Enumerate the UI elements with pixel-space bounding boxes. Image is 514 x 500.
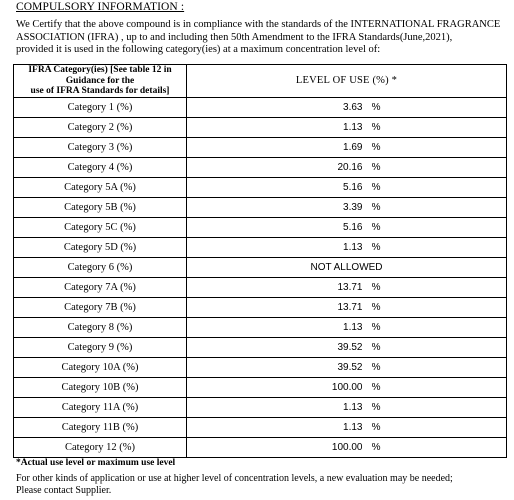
category-header-line: use of IFRA Standards for details] (30, 86, 170, 96)
table-row (14, 437, 507, 457)
level-unit: % (371, 441, 381, 453)
level-cell (187, 157, 507, 177)
level-unit: % (371, 161, 381, 173)
category-cell: Category 10A (%) (14, 357, 187, 377)
level-value: 1.13 (343, 121, 363, 133)
category-header-line: IFRA Category(ies) [See table 12 in Guidance for the (28, 65, 172, 86)
table-row (14, 257, 507, 277)
level-cell (187, 97, 507, 117)
level-value: 1.69 (343, 141, 363, 153)
level-cell (187, 117, 507, 137)
compliance-statement (16, 19, 510, 57)
level-unit: % (371, 241, 381, 253)
category-cell: Category 4 (%) (14, 157, 187, 177)
level-cell (187, 177, 507, 197)
level-value: 1.13 (343, 421, 363, 433)
footnote: *Actual use level or maximum use level (16, 458, 176, 468)
level-value: 39.52 (337, 341, 363, 353)
level-value: 39.52 (337, 361, 363, 373)
footer-line: Please contact Supplier. (16, 484, 112, 496)
table-row (14, 397, 507, 417)
level-unit: % (371, 281, 381, 293)
level-unit: % (371, 381, 381, 393)
table-row (14, 137, 507, 157)
compliance-statement-line: We Certify that the above compound is in compliance with the standards of the INTERNATIONAL FRAGRANCE (16, 19, 501, 30)
level-value: NOT ALLOWED (310, 261, 383, 273)
level-unit: % (371, 101, 381, 113)
level-value: 1.13 (343, 321, 363, 333)
level-cell (187, 437, 507, 457)
category-cell: Category 5D (%) (14, 237, 187, 257)
level-value: 100.00 (331, 381, 363, 393)
footer-note (16, 473, 510, 496)
compliance-statement-line: ASSOCIATION (IFRA) , up to and including then 50th Amendment to the IFRA Standards(June,2021), (16, 31, 453, 43)
level-value: 5.16 (343, 221, 363, 233)
ifra-category-table (13, 64, 507, 458)
table-row (14, 157, 507, 177)
footer-line: For other kinds of application or use at higher level of concentration levels, a new evaluation may be needed; (16, 473, 453, 484)
level-unit: % (371, 181, 381, 193)
table-row (14, 97, 507, 117)
level-unit: % (371, 201, 381, 213)
level-cell (187, 277, 507, 297)
level-cell (187, 357, 507, 377)
level-cell (187, 377, 507, 397)
table-row (14, 357, 507, 377)
category-cell: Category 5C (%) (14, 217, 187, 237)
table-row (14, 417, 507, 437)
level-value: 5.16 (343, 181, 363, 193)
level-value: 3.63 (343, 101, 363, 113)
level-cell (187, 197, 507, 217)
category-cell: Category 9 (%) (14, 337, 187, 357)
level-value: 1.13 (343, 241, 363, 253)
level-cell (187, 417, 507, 437)
category-cell: Category 11A (%) (14, 397, 187, 417)
category-cell: Category 6 (%) (14, 257, 187, 277)
level-unit: % (371, 221, 381, 233)
level-value: 13.71 (337, 301, 363, 313)
section-heading: COMPULSORY INFORMATION : (16, 1, 185, 13)
level-unit: % (371, 141, 381, 153)
category-cell: Category 7A (%) (14, 277, 187, 297)
category-cell: Category 2 (%) (14, 117, 187, 137)
level-unit: % (371, 321, 381, 333)
category-cell: Category 3 (%) (14, 137, 187, 157)
category-cell: Category 10B (%) (14, 377, 187, 397)
level-cell (187, 137, 507, 157)
level-cell (187, 397, 507, 417)
level-cell (187, 257, 507, 277)
table-row (14, 337, 507, 357)
level-unit: % (371, 401, 381, 413)
level-value: 100.00 (331, 441, 363, 453)
compliance-statement-line: provided it is used in the following category(ies) at a maximum concentration level of: (16, 44, 381, 56)
level-unit: % (371, 341, 381, 353)
table-row (14, 117, 507, 137)
category-cell: Category 8 (%) (14, 317, 187, 337)
level-cell (187, 317, 507, 337)
table-header-row (14, 65, 507, 98)
table-row (14, 237, 507, 257)
category-cell: Category 11B (%) (14, 417, 187, 437)
level-cell (187, 217, 507, 237)
table-row (14, 217, 507, 237)
level-unit: % (371, 301, 381, 313)
category-cell: Category 1 (%) (14, 97, 187, 117)
category-cell: Category 12 (%) (14, 437, 187, 457)
table-row (14, 317, 507, 337)
category-cell: Category 7B (%) (14, 297, 187, 317)
level-value: 1.13 (343, 401, 363, 413)
level-cell (187, 337, 507, 357)
level-of-use-column-header: LEVEL OF USE (%) * (187, 65, 507, 98)
level-unit: % (371, 361, 381, 373)
level-value: 20.16 (337, 161, 363, 173)
level-unit: % (371, 121, 381, 133)
table-row (14, 177, 507, 197)
category-cell: Category 5A (%) (14, 177, 187, 197)
table-row (14, 297, 507, 317)
category-cell: Category 5B (%) (14, 197, 187, 217)
table-row (14, 277, 507, 297)
level-cell (187, 237, 507, 257)
level-unit: % (371, 421, 381, 433)
level-value: 3.39 (343, 201, 363, 213)
level-cell (187, 297, 507, 317)
table-row (14, 377, 507, 397)
table-row (14, 197, 507, 217)
category-column-header (14, 65, 187, 98)
level-value: 13.71 (337, 281, 363, 293)
